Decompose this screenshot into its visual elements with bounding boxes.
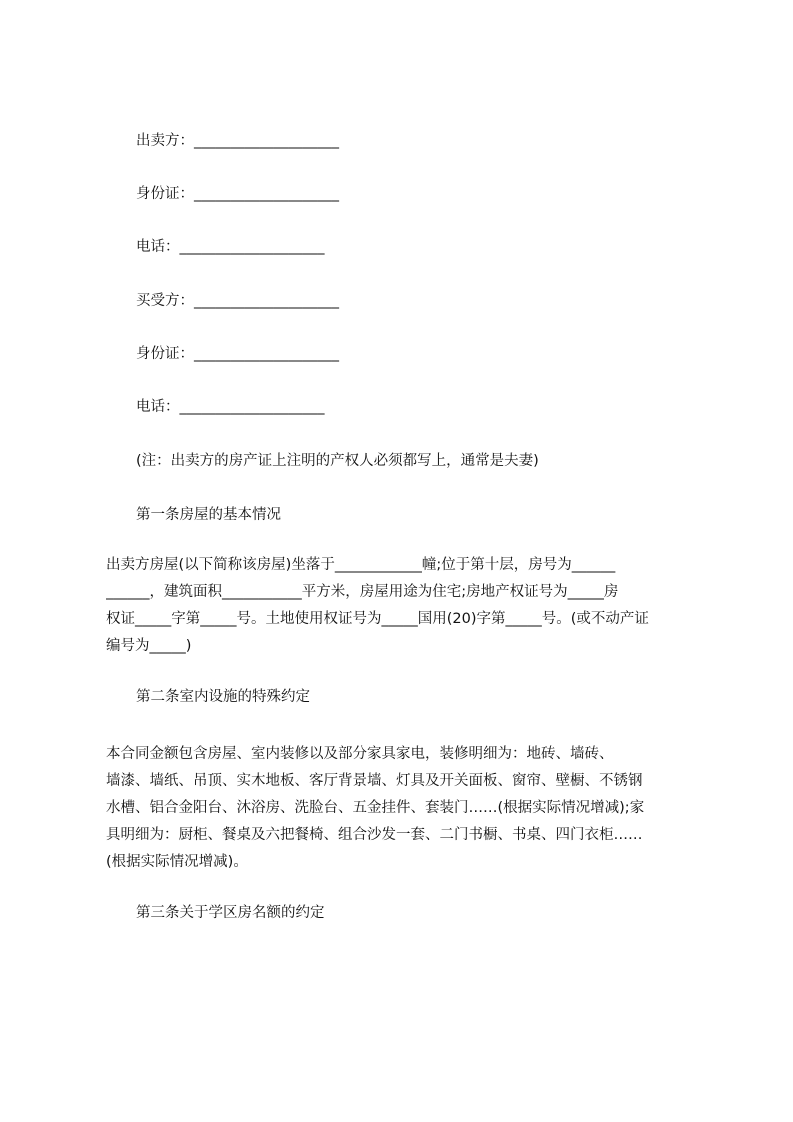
article-3-title: 第三条关于学区房名额的约定 (136, 905, 325, 921)
owner-note: (注：出卖方的房产证上注明的产权人必须都写上，通常是夫妻) (136, 453, 539, 469)
article-1-line: 出卖方房屋(以下简称该房屋)坐落于____________幢;位于第十层，房号为______ (106, 557, 616, 573)
article-2-body (106, 741, 698, 876)
article-2-line: (根据实际情况增减)。 (106, 854, 248, 870)
article-1-line: ______，建筑面积___________平方米，房屋用途为住宅;房地产权证号为_____房 (106, 584, 619, 600)
article-2-title: 第二条室内设施的特殊约定 (136, 689, 310, 705)
buyer-id-field: 身份证：____________________ (136, 346, 339, 362)
article-1-body (106, 552, 698, 660)
article-2-line: 具明细为：厨柜、餐桌及六把餐椅、组合沙发一套、二门书橱、书桌、四门衣柜…… (106, 827, 643, 843)
article-2-line: 本合同金额包含房屋、室内装修以及部分家具家电，装修明细为：地砖、墙砖、 (106, 746, 614, 762)
article-1-title: 第一条房屋的基本情况 (136, 507, 281, 523)
seller-id-field: 身份证：____________________ (136, 186, 339, 202)
seller-phone-field: 电话：____________________ (136, 239, 325, 255)
article-1-line: 权证_____字第_____号。土地使用权证号为_____国用(20)字第_____号。(或不动产证 (106, 611, 649, 627)
buyer-field: 买受方：____________________ (136, 293, 339, 309)
article-2-line: 墙漆、墙纸、吊顶、实木地板、客厅背景墙、灯具及开关面板、窗帘、壁橱、不锈钢 (106, 773, 643, 789)
article-2-line: 水槽、铝合金阳台、沐浴房、洗脸台、五金挂件、套装门……(根据实际情况增减);家 (106, 800, 645, 816)
buyer-phone-field: 电话：____________________ (136, 399, 325, 415)
article-1-line: 编号为_____) (106, 638, 192, 654)
seller-field: 出卖方：____________________ (136, 133, 339, 149)
